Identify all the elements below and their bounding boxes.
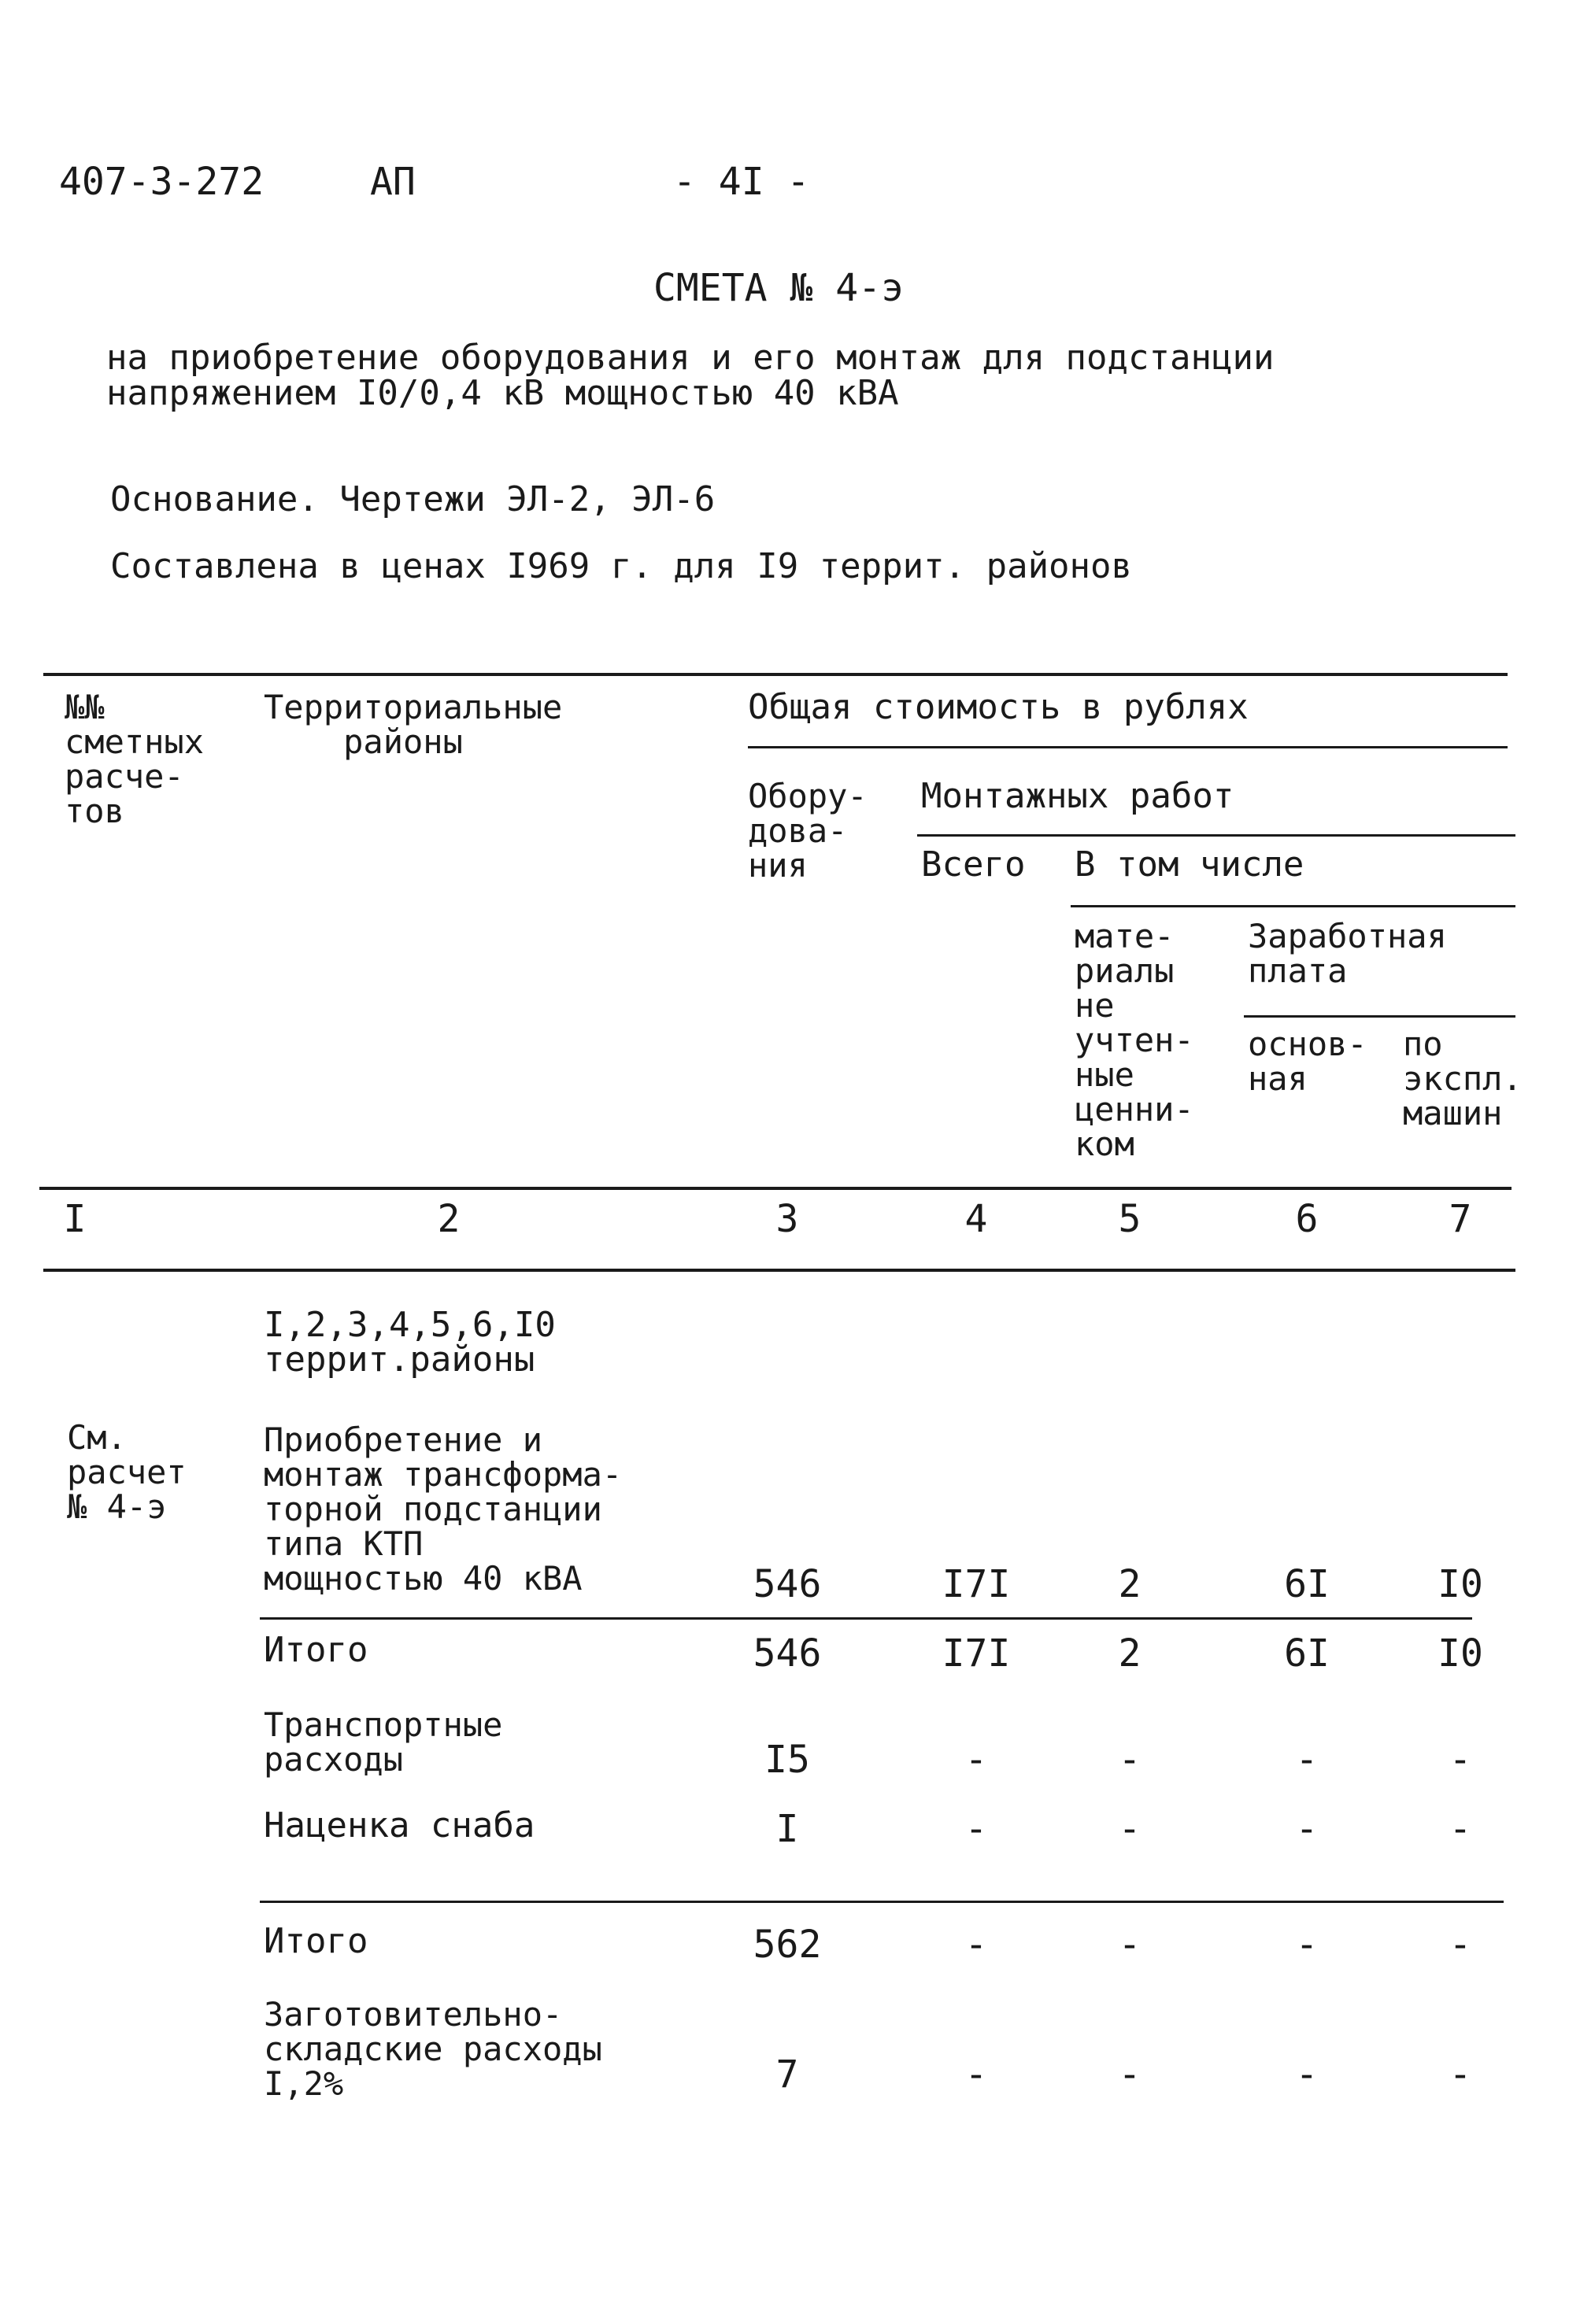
row-wages-basic-value: - [1295, 1807, 1319, 1851]
column-number-1: I [63, 1197, 87, 1241]
column-number-5: 5 [1118, 1197, 1142, 1241]
row-equipment-value: I5 [764, 1738, 810, 1782]
document-subtitle-line-2: напряжением I0/0,4 кВ мощностью 40 кВА [106, 373, 899, 413]
header-rule-wages [1244, 1015, 1515, 1018]
row-equipment-value: 546 [753, 1562, 822, 1606]
row-wages-machines-value: - [1449, 1807, 1472, 1851]
row-installation-total-value: - [964, 1923, 988, 1967]
prices-line: Составлена в ценах I969 г. для I9 террит. районов [110, 546, 1133, 586]
row-wages-basic-value: - [1295, 1738, 1319, 1782]
row-wages-machines-value: I0 [1438, 1631, 1483, 1676]
header-installation-works: Монтажных работ [921, 776, 1234, 816]
row-name: Транспортные расходы [264, 1705, 503, 1779]
row-wages-basic-value: - [1295, 1923, 1319, 1967]
row-materials-value: - [1118, 1923, 1142, 1967]
table-top-rule [43, 673, 1508, 676]
header-installation-total: Всего [921, 844, 1026, 885]
column-numbers-rule [43, 1269, 1515, 1272]
header-wages-basic: основ- ная [1248, 1025, 1367, 1098]
row-estimate-reference: См. расчет № 4-э [67, 1418, 187, 1526]
row-materials-value: - [1118, 2052, 1142, 2097]
row-installation-total-value: - [964, 1738, 988, 1782]
basis-line: Основание. Чертежи ЭЛ-2, ЭЛ-6 [110, 479, 716, 519]
row-wages-machines-value: I0 [1438, 1562, 1483, 1606]
header-wages: Заработная плата [1248, 917, 1447, 990]
header-total-cost: Общая стоимость в рублях [748, 687, 1249, 727]
header-estimate-numbers: №№ сметных расче- тов [65, 688, 205, 830]
column-number-3: 3 [775, 1197, 799, 1241]
row-materials-value: - [1118, 1807, 1142, 1851]
row-wages-machines-value: - [1449, 1923, 1472, 1967]
page-number: - 4I - [673, 160, 810, 204]
document-title: СМЕТА № 4-э [653, 266, 904, 310]
row-wages-basic-value: 6I [1284, 1631, 1330, 1676]
header-rule-total-cost [748, 746, 1508, 748]
row-wages-basic-value: - [1295, 2052, 1319, 2097]
document-subtitle-line-1: на приобретение оборудования и его монтаж для подстанции [106, 338, 1275, 378]
row-installation-total-value: I7I [942, 1631, 1011, 1676]
document-code: 407-3-272 [59, 160, 265, 204]
column-number-4: 4 [964, 1197, 988, 1241]
header-rule-including [1071, 905, 1515, 907]
row-wages-machines-value: - [1449, 2052, 1472, 2097]
section-regions: I,2,3,4,5,6,I0 террит.районы [264, 1305, 556, 1380]
row-equipment-value: I [775, 1807, 799, 1851]
row-materials-value: - [1118, 1738, 1142, 1782]
header-materials: мате- риалы не учтен- ные ценни- ком [1075, 917, 1194, 1163]
header-rule-installation [917, 834, 1515, 837]
row-wages-machines-value: - [1449, 1738, 1472, 1782]
row-equipment-value: 546 [753, 1631, 822, 1676]
header-equipment: Обору- дова- ния [748, 777, 868, 885]
document-series: АП [370, 160, 416, 204]
row-equipment-value: 7 [775, 2052, 799, 2097]
row-installation-total-value: I7I [942, 1562, 1011, 1606]
column-number-2: 2 [437, 1197, 461, 1241]
row-installation-total-value: - [964, 1807, 988, 1851]
subtotal-rule [260, 1617, 1472, 1620]
header-territorial-regions: Территориальные районы [264, 688, 563, 761]
row-name: Итого [264, 1630, 368, 1670]
header-bottom-rule [39, 1187, 1512, 1190]
row-name: Приобретение и монтаж трансформа- торной подстанции типа КТП мощностью 40 кВА [264, 1421, 623, 1598]
row-materials-value: 2 [1118, 1631, 1142, 1676]
column-number-7: 7 [1449, 1197, 1472, 1241]
column-number-6: 6 [1295, 1197, 1319, 1241]
header-including: В том числе [1075, 844, 1304, 885]
row-materials-value: 2 [1118, 1562, 1142, 1606]
row-equipment-value: 562 [753, 1923, 822, 1967]
total-rule [260, 1901, 1504, 1903]
row-wages-basic-value: 6I [1284, 1562, 1330, 1606]
row-installation-total-value: - [964, 2052, 988, 2097]
row-name: Итого [264, 1921, 368, 1961]
row-name: Заготовительно- складские расходы I,2% [264, 1995, 602, 2103]
row-name: Наценка снаба [264, 1805, 535, 1846]
header-wages-machines: по экспл. машин [1403, 1025, 1523, 1132]
